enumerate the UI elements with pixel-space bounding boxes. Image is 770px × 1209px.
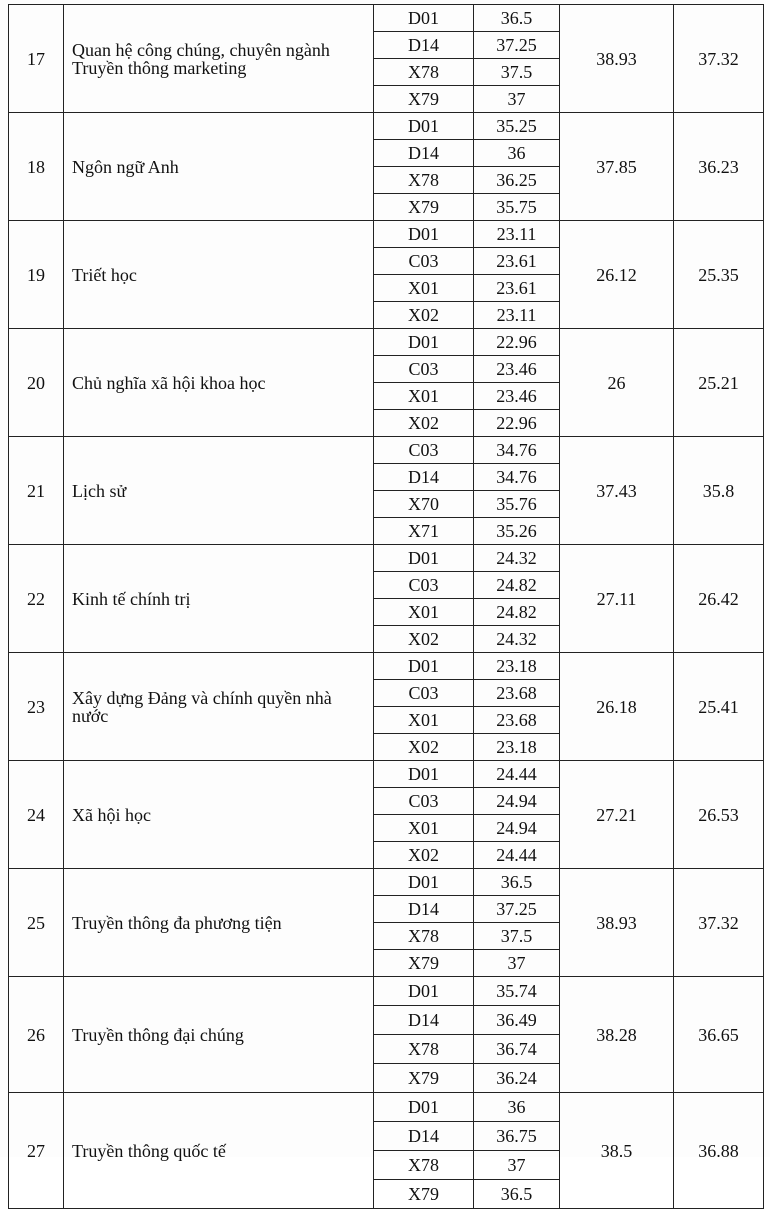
row-number: 19	[9, 221, 64, 329]
combination-score: 37	[474, 950, 560, 977]
subject-combination-code: C03	[374, 680, 474, 707]
subject-combination-code: D14	[374, 1006, 474, 1035]
score-column-5: 26	[560, 329, 674, 437]
row-number: 27	[9, 1093, 64, 1209]
combination-score: 36.5	[474, 5, 560, 32]
subject-combination-code: D14	[374, 32, 474, 59]
combination-score: 36.24	[474, 1064, 560, 1093]
score-column-6: 26.42	[674, 545, 764, 653]
score-column-5: 26.18	[560, 653, 674, 761]
combination-score: 24.82	[474, 572, 560, 599]
combination-score: 23.11	[474, 302, 560, 329]
score-column-6: 35.8	[674, 437, 764, 545]
table-row	[9, 653, 764, 680]
subject-combination-code: X78	[374, 167, 474, 194]
subject-combination-code: C03	[374, 437, 474, 464]
row-number: 25	[9, 869, 64, 977]
table-row	[9, 1093, 764, 1122]
combination-score: 23.46	[474, 356, 560, 383]
major-name: Ngôn ngữ Anh	[64, 113, 374, 221]
combination-score: 23.46	[474, 383, 560, 410]
subject-combination-code: D14	[374, 464, 474, 491]
subject-combination-code: X79	[374, 194, 474, 221]
subject-combination-code: D01	[374, 761, 474, 788]
combination-score: 36.5	[474, 869, 560, 896]
subject-combination-code: C03	[374, 788, 474, 815]
score-column-6: 36.88	[674, 1093, 764, 1209]
table-row	[9, 869, 764, 896]
subject-combination-code: X01	[374, 707, 474, 734]
row-number: 21	[9, 437, 64, 545]
score-column-5: 27.21	[560, 761, 674, 869]
combination-score: 36.49	[474, 1006, 560, 1035]
score-column-6: 25.21	[674, 329, 764, 437]
subject-combination-code: X01	[374, 275, 474, 302]
combination-score: 23.18	[474, 734, 560, 761]
combination-score: 35.26	[474, 518, 560, 545]
table-row	[9, 761, 764, 788]
subject-combination-code: C03	[374, 248, 474, 275]
combination-score: 23.68	[474, 680, 560, 707]
combination-score: 23.61	[474, 248, 560, 275]
score-column-5: 38.93	[560, 5, 674, 113]
combination-score: 37	[474, 86, 560, 113]
subject-combination-code: X01	[374, 815, 474, 842]
major-name: Kinh tế chính trị	[64, 545, 374, 653]
combination-score: 23.61	[474, 275, 560, 302]
subject-combination-code: X78	[374, 1035, 474, 1064]
combination-score: 37.5	[474, 59, 560, 86]
subject-combination-code: D01	[374, 869, 474, 896]
major-name: Quan hệ công chúng, chuyên ngành Truyền thông marketing	[64, 5, 374, 113]
combination-score: 36.5	[474, 1180, 560, 1209]
score-column-5: 37.85	[560, 113, 674, 221]
combination-score: 36.75	[474, 1122, 560, 1151]
score-column-5: 38.93	[560, 869, 674, 977]
combination-score: 35.25	[474, 113, 560, 140]
subject-combination-code: D01	[374, 545, 474, 572]
combination-score: 24.94	[474, 815, 560, 842]
major-name: Xây dựng Đảng và chính quyền nhà nước	[64, 653, 374, 761]
score-column-6: 36.65	[674, 977, 764, 1093]
subject-combination-code: X01	[374, 599, 474, 626]
subject-combination-code: D01	[374, 977, 474, 1006]
combination-score: 34.76	[474, 464, 560, 491]
major-name: Truyền thông quốc tế	[64, 1093, 374, 1209]
table-row	[9, 5, 764, 32]
row-number: 18	[9, 113, 64, 221]
major-name: Lịch sử	[64, 437, 374, 545]
combination-score: 36	[474, 140, 560, 167]
subject-combination-code: D01	[374, 653, 474, 680]
subject-combination-code: D01	[374, 329, 474, 356]
score-column-6: 25.35	[674, 221, 764, 329]
combination-score: 36.25	[474, 167, 560, 194]
subject-combination-code: D01	[374, 5, 474, 32]
table-row	[9, 437, 764, 464]
combination-score: 23.18	[474, 653, 560, 680]
combination-score: 24.82	[474, 599, 560, 626]
combination-score: 24.94	[474, 788, 560, 815]
subject-combination-code: D14	[374, 896, 474, 923]
combination-score: 24.44	[474, 761, 560, 788]
subject-combination-code: X70	[374, 491, 474, 518]
subject-combination-code: D01	[374, 221, 474, 248]
combination-score: 34.76	[474, 437, 560, 464]
combination-score: 24.44	[474, 842, 560, 869]
subject-combination-code: X02	[374, 302, 474, 329]
major-name: Triết học	[64, 221, 374, 329]
subject-combination-code: X79	[374, 1180, 474, 1209]
subject-combination-code: X79	[374, 1064, 474, 1093]
major-name: Truyền thông đa phương tiện	[64, 869, 374, 977]
score-column-5: 38.28	[560, 977, 674, 1093]
score-column-5: 38.5	[560, 1093, 674, 1209]
score-column-6: 37.32	[674, 869, 764, 977]
subject-combination-code: X02	[374, 734, 474, 761]
major-name: Chủ nghĩa xã hội khoa học	[64, 329, 374, 437]
row-number: 20	[9, 329, 64, 437]
combination-score: 35.76	[474, 491, 560, 518]
table-row	[9, 113, 764, 140]
combination-score: 36	[474, 1093, 560, 1122]
row-number: 26	[9, 977, 64, 1093]
subject-combination-code: C03	[374, 356, 474, 383]
subject-combination-code: X79	[374, 950, 474, 977]
table-body	[9, 5, 764, 1209]
major-name: Xã hội học	[64, 761, 374, 869]
admission-score-table	[8, 4, 764, 1209]
score-column-6: 36.23	[674, 113, 764, 221]
subject-combination-code: X78	[374, 923, 474, 950]
subject-combination-code: D01	[374, 113, 474, 140]
combination-score: 35.75	[474, 194, 560, 221]
combination-score: 22.96	[474, 410, 560, 437]
table-row	[9, 221, 764, 248]
table-row	[9, 977, 764, 1006]
table-row	[9, 329, 764, 356]
combination-score: 24.32	[474, 626, 560, 653]
combination-score: 24.32	[474, 545, 560, 572]
score-column-5: 26.12	[560, 221, 674, 329]
subject-combination-code: X01	[374, 383, 474, 410]
major-name: Truyền thông đại chúng	[64, 977, 374, 1093]
subject-combination-code: X02	[374, 626, 474, 653]
score-column-5: 27.11	[560, 545, 674, 653]
subject-combination-code: X79	[374, 86, 474, 113]
row-number: 22	[9, 545, 64, 653]
combination-score: 37.25	[474, 896, 560, 923]
combination-score: 23.11	[474, 221, 560, 248]
combination-score: 37	[474, 1151, 560, 1180]
score-column-6: 26.53	[674, 761, 764, 869]
score-column-5: 37.43	[560, 437, 674, 545]
score-column-6: 25.41	[674, 653, 764, 761]
combination-score: 37.25	[474, 32, 560, 59]
subject-combination-code: X71	[374, 518, 474, 545]
row-number: 17	[9, 5, 64, 113]
subject-combination-code: X02	[374, 410, 474, 437]
combination-score: 37.5	[474, 923, 560, 950]
combination-score: 22.96	[474, 329, 560, 356]
subject-combination-code: D14	[374, 140, 474, 167]
subject-combination-code: D01	[374, 1093, 474, 1122]
subject-combination-code: X78	[374, 59, 474, 86]
table-row	[9, 545, 764, 572]
combination-score: 23.68	[474, 707, 560, 734]
subject-combination-code: C03	[374, 572, 474, 599]
subject-combination-code: D14	[374, 1122, 474, 1151]
subject-combination-code: X78	[374, 1151, 474, 1180]
subject-combination-code: X02	[374, 842, 474, 869]
combination-score: 35.74	[474, 977, 560, 1006]
combination-score: 36.74	[474, 1035, 560, 1064]
score-column-6: 37.32	[674, 5, 764, 113]
row-number: 24	[9, 761, 64, 869]
row-number: 23	[9, 653, 64, 761]
